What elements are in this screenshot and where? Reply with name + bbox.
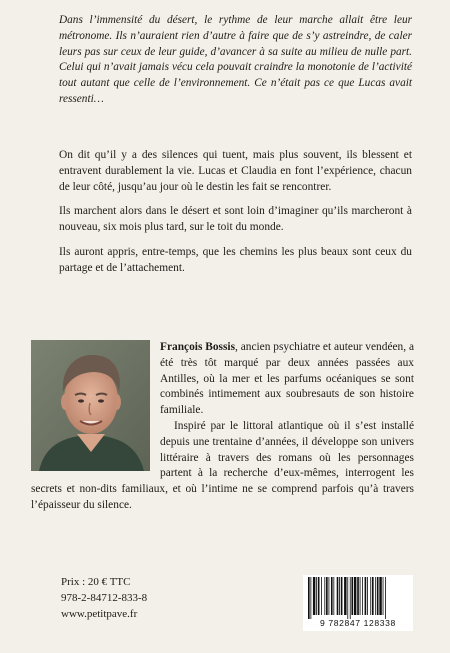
author-photo bbox=[31, 340, 150, 471]
pitch-paragraph-3: Ils auront appris, entre-temps, que les chemins les plus beaux sont ceux du partage et de l’attachement. bbox=[59, 245, 412, 274]
pitch-paragraph-1: On dit qu’il y a des silences qui tuent, mais plus souvent, ils blessent et entravent durablement la vie. Lucas et Claudia en font l’expérience, chacun de leur côté, jusqu’au jour où le destin les fait se rencontrer. bbox=[59, 149, 412, 193]
pitch-paragraph-2: Ils marchent alors dans le désert et sont loin d’imaginer qu’ils marcheront à nouveau, six mois plus tard, sur le toit du monde. bbox=[59, 205, 412, 234]
publisher-website: www.petitpave.fr bbox=[61, 608, 138, 620]
author-name: François Bossis bbox=[160, 341, 235, 353]
price: Prix : 20 € TTC bbox=[61, 576, 131, 588]
excerpt-quote: Dans l’immensité du désert, le rythme de leur marche allait être leur métronome. Ils n’auraient rien d’autre à faire que de s’y astreindre, de caler leurs pas sur ceux de leur guide, d’avancer à sa suite au milieu de nulle part. Celui qui n’avait jamais vécu cela pouvait craindre la monotonie de l’activité tout autant que celle de l’environnement. Ce n’était pas ce que Lucas avait ressenti… bbox=[59, 14, 412, 105]
isbn-barcode bbox=[303, 575, 413, 631]
barcode-digits: 9 782847 128338 bbox=[320, 618, 396, 628]
publication-info bbox=[61, 574, 147, 622]
isbn: 978-2-84712-833-8 bbox=[61, 592, 148, 604]
author-bio-1-text: , ancien psychiatre et auteur vendéen, a été très tôt marqué par deux années passées aux Antilles, où la mer et les parfums océaniques se sont combinés intimement aux soubresauts de son histoire familiale. bbox=[160, 341, 414, 417]
author-bio-2-text: Inspiré par le littoral atlantique où il s’est installé depuis une trentaine d’années, il développe son univers littéraire à travers des romans où les personnages partent à la recherche d’eux-mêmes, interrogent les secrets et non-dits familiaux, et où l’intime ne se comprend parfois qu’à travers l’épaisseur du silence. bbox=[31, 419, 414, 511]
book-pitch bbox=[59, 148, 412, 286]
